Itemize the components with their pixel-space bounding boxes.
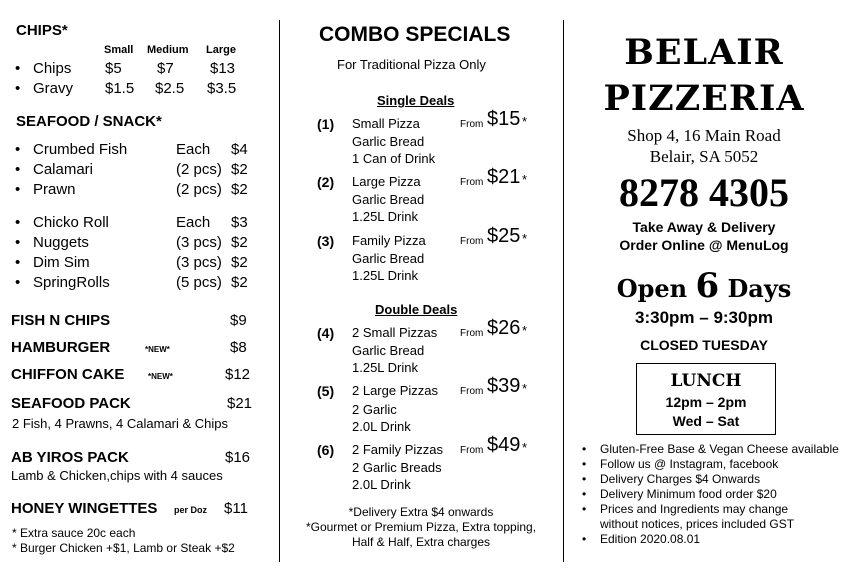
seafood-item-qty: (3 pcs) — [176, 234, 222, 251]
deal-line: Garlic Bread — [352, 343, 425, 358]
deal-line: 2 Large Pizzas — [352, 383, 438, 398]
seafood-pack-name: SEAFOOD PACK — [11, 395, 131, 412]
column-divider-left — [279, 20, 280, 562]
deal-line: 1.25L Drink — [352, 209, 418, 224]
footnote: * Burger Chicken +$1, Lamb or Steak +$2 — [12, 541, 235, 555]
seafood-item-name: • Dim Sim — [33, 254, 90, 271]
hamburger-name: HAMBURGER — [11, 339, 111, 356]
column-divider-right — [563, 20, 564, 562]
deal-price-star: * — [522, 323, 528, 338]
seafood-pack-desc: 2 Fish, 4 Prawns, 4 Calamari & Chips — [12, 416, 229, 431]
seafood-item-qty: (2 pcs) — [176, 161, 222, 178]
deal-line: 1 Can of Drink — [352, 151, 436, 166]
footnote: * Extra sauce 20c each — [12, 526, 136, 540]
chiffon-cake-price: $12 — [225, 366, 251, 383]
lunch-box — [636, 363, 776, 435]
seafood-item-name: • Calamari — [33, 161, 93, 178]
deal-line: 2.0L Drink — [352, 419, 411, 434]
seafood-item-name: • Nuggets — [33, 234, 89, 251]
deal-line: Garlic Bread — [352, 192, 425, 207]
shop-name-line2: PIZZERIA — [603, 78, 805, 119]
deal-price: $15 — [487, 108, 521, 130]
seafood-item-qty: Each — [176, 141, 211, 158]
chiffon-cake-name: CHIFFON CAKE — [11, 366, 125, 383]
deal-from-label: From — [460, 328, 484, 339]
deal-number: (2) — [317, 174, 335, 190]
combo-note: Half & Half, Extra charges — [351, 535, 491, 549]
deal-number: (3) — [317, 233, 335, 249]
hamburger-price: $8 — [230, 339, 247, 356]
deal-line: 1.25L Drink — [352, 268, 418, 283]
size-small-header: Small — [104, 44, 134, 56]
opening-hours: 3:30pm – 9:30pm — [635, 308, 773, 327]
chiffon-cake-new-tag: *NEW* — [148, 372, 173, 381]
seafood-item-price: $2 — [231, 274, 248, 291]
gravy-price-small: $1.5 — [105, 80, 135, 97]
deal-line: Small Pizza — [352, 116, 420, 131]
info-item: • Delivery Minimum food order $20 — [600, 487, 777, 501]
fish-n-chips-price: $9 — [230, 312, 247, 329]
deal-line: 2.0L Drink — [352, 477, 411, 492]
deal-price: $25 — [487, 225, 521, 247]
seafood-item-price: $2 — [231, 254, 248, 271]
service-take-away: Take Away & Delivery — [632, 219, 776, 235]
seafood-item-price: $2 — [231, 161, 248, 178]
seafood-item-qty: (2 pcs) — [176, 181, 222, 198]
fish-n-chips-name: FISH N CHIPS — [11, 312, 111, 329]
honey-wingettes-price: $11 — [224, 500, 248, 517]
seafood-item-price: $2 — [231, 234, 248, 251]
seafood-item-name: • Prawn — [33, 181, 76, 198]
seafood-pack-price: $21 — [227, 395, 253, 412]
info-item: • Gluten-Free Base & Vegan Cheese available — [600, 442, 839, 456]
open-days-number: 6 — [695, 266, 720, 306]
open-label: Open — [616, 274, 688, 303]
combo-note: *Gourmet or Premium Pizza, Extra topping, — [305, 520, 537, 534]
deal-number: (4) — [317, 325, 335, 341]
chips-price-medium: $7 — [157, 60, 174, 77]
days-label: Days — [727, 274, 792, 303]
chips-item-name: • Chips — [33, 60, 71, 77]
gravy-item-name: • Gravy — [33, 80, 73, 97]
deal-price: $26 — [487, 317, 521, 339]
honey-wingettes-name: HONEY WINGETTES — [11, 500, 158, 517]
lunch-days: Wed – Sat — [672, 413, 740, 429]
deal-price: $39 — [487, 375, 521, 397]
deal-line: 2 Small Pizzas — [352, 325, 438, 340]
hamburger-new-tag: *NEW* — [145, 345, 170, 354]
shop-address-line1: Shop 4, 16 Main Road — [627, 126, 781, 145]
deal-price-star: * — [522, 172, 528, 187]
combo-note: *Delivery Extra $4 onwards — [348, 505, 494, 519]
deal-line: 2 Garlic Breads — [352, 460, 442, 475]
seafood-item-qty: (5 pcs) — [176, 274, 222, 291]
deal-line: 1.25L Drink — [352, 360, 418, 375]
deal-from-label: From — [460, 386, 484, 397]
deal-price: $49 — [487, 434, 521, 456]
deal-from-label: From — [460, 177, 484, 188]
info-item: • Prices and Ingredients may change — [600, 502, 788, 516]
size-large-header: Large — [206, 44, 236, 56]
gravy-price-medium: $2.5 — [155, 80, 185, 97]
deal-price-star: * — [522, 440, 528, 455]
deal-line: Garlic Bread — [352, 251, 425, 266]
gravy-price-large: $3.5 — [207, 80, 237, 97]
info-item-continued: without notices, prices included GST — [600, 517, 795, 531]
single-deals-heading: Single Deals — [377, 93, 455, 108]
seafood-item-price: $4 — [231, 141, 248, 158]
deal-line: 2 Garlic — [352, 402, 397, 417]
deal-price-star: * — [522, 114, 528, 129]
seafood-item-name: • Chicko Roll — [33, 214, 109, 231]
deal-price-star: * — [522, 231, 528, 246]
chips-title: CHIPS* — [16, 22, 68, 39]
deal-number: (1) — [317, 116, 335, 132]
info-item: • Edition 2020.08.01 — [600, 532, 700, 546]
lunch-title: LUNCH — [670, 371, 742, 391]
closed-day: CLOSED TUESDAY — [640, 337, 768, 353]
seafood-item-name: • SpringRolls — [33, 274, 110, 291]
combo-subtitle: For Traditional Pizza Only — [337, 57, 486, 72]
seafood-item-qty: Each — [176, 214, 211, 231]
chips-price-large: $13 — [210, 60, 236, 77]
deal-price: $21 — [487, 166, 521, 188]
phone-number: 8278 4305 — [619, 170, 789, 215]
deal-number: (6) — [317, 442, 335, 458]
deal-from-label: From — [460, 445, 484, 456]
deal-number: (5) — [317, 383, 335, 399]
seafood-item-price: $3 — [231, 214, 248, 231]
deal-price-star: * — [522, 381, 528, 396]
shop-address-line2: Belair, SA 5052 — [649, 147, 759, 166]
service-order-online: Order Online @ MenuLog — [619, 237, 789, 253]
ab-yiros-price: $16 — [225, 449, 251, 466]
combo-title: COMBO SPECIALS — [319, 23, 511, 46]
ab-yiros-name: AB YIROS PACK — [11, 449, 129, 466]
seafood-item-price: $2 — [231, 181, 248, 198]
seafood-title: SEAFOOD / SNACK* — [16, 113, 162, 130]
chips-price-small: $5 — [105, 60, 122, 77]
seafood-item-qty: (3 pcs) — [176, 254, 222, 271]
shop-name-line1: BELAIR — [624, 32, 784, 73]
seafood-item-name: • Crumbed Fish — [33, 141, 127, 158]
honey-wingettes-unit: per Doz — [174, 505, 208, 515]
deal-line: Family Pizza — [352, 233, 426, 248]
deal-line: Large Pizza — [352, 174, 421, 189]
double-deals-heading: Double Deals — [375, 302, 458, 317]
open-days — [568, 266, 840, 306]
deal-from-label: From — [460, 236, 484, 247]
deal-line: Garlic Bread — [352, 134, 425, 149]
deal-line: 2 Family Pizzas — [352, 442, 444, 457]
lunch-hours: 12pm – 2pm — [665, 394, 747, 410]
info-item: • Follow us @ Instagram, facebook — [600, 457, 778, 471]
ab-yiros-desc: Lamb & Chicken,chips with 4 sauces — [11, 468, 223, 483]
info-item: • Delivery Charges $4 Onwards — [600, 472, 760, 486]
size-medium-header: Medium — [147, 44, 189, 56]
deal-from-label: From — [460, 119, 484, 130]
